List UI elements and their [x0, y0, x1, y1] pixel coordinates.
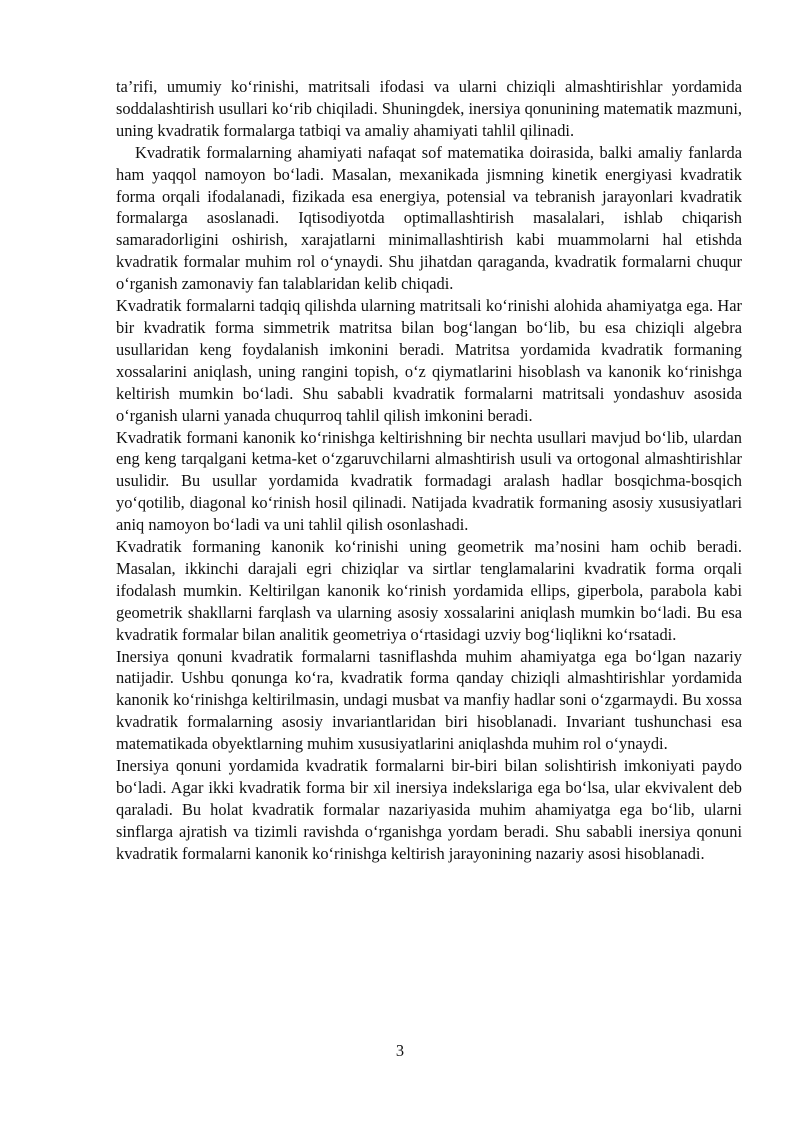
page-number: 3	[395, 1041, 405, 1060]
paragraph-geometric-meaning: Kvadratik formaning kanonik ko‘rinishi uning geometrik ma’nosini ham ochib beradi. Masalan, ikkinchi darajali egri chiziqlar va sirtlar tenglamalarini kvadratik forma orqali ifodalash mumkin. Keltirilgan kanonik ko‘rinish yordamida ellips, giperbola, parabola kabi geometrik shakllarni farqlash va ularning asosiy xossalarini aniqlash mumkin bo‘ladi. Bu esa kvadratik formalar bilan analitik geometriya o‘rtasidagi uzviy bog‘liqlikni ko‘rsatadi.	[116, 537, 742, 644]
paragraph-canonical-methods: Kvadratik formani kanonik ko‘rinishga keltirishning bir nechta usullari mavjud bo‘lib, ulardan eng keng tarqalgani ketma-ket o‘zgaruvchilarni almashtirish usuli va ortogonal almashtirishlar usulidir. Bu usullar yordamida kvadratik formadagi aralash hadlar bosqichma-bosqich yo‘qotilib, diagonal ko‘rinish hosil qilinadi. Natijada kvadratik formaning asosiy xususiyatlari aniq namoyon bo‘ladi va uni tahlil qilish osonlashadi.	[116, 427, 742, 535]
paragraph-matrix-form: Kvadratik formalarni tadqiq qilishda ularning matritsali ko‘rinishi alohida ahamiyatga ega. Har bir kvadratik forma simmetrik matritsa bilan bog‘langan bo‘lib, bu esa chiziqli algebra usullaridan keng foydalanish imkonini beradi. Matritsa yordamida kvadratik formaning xossalarini aniqlash, uning rangini topish, o‘z qiymatlarini hisoblash va kanonik ko‘rinishga keltirish mumkin bo‘ladi. Shu sababli kvadratik formalarni matritsali yondashuv asosida o‘rganish ularni yanada chuqurroq tahlil qilish imkonini beradi.	[116, 296, 742, 425]
page-body	[116, 76, 742, 865]
paragraph-inertia-law: Inersiya qonuni kvadratik formalarni tasniflashda muhim ahamiyatga ega bo‘lgan nazariy natijadir. Ushbu qonunga ko‘ra, kvadratik forma qanday chiziqli almashtirishlar yordamida kanonik ko‘rinishga keltirilmasin, undagi musbat va manfiy hadlar soni o‘zgarmaydi. Bu xossa kvadratik formalarning asosiy invariantlaridan biri hisoblanadi. Invariant tushunchasi esa matematikada obyektlarning muhim xususiyatlarini aniqlashda muhim rol o‘ynaydi.	[116, 646, 742, 754]
paragraph-continuation: ta’rifi, umumiy ko‘rinishi, matritsali ifodasi va ularni chiziqli almashtirishlar yordamida soddalashtirish usullari ko‘rib chiqiladi. Shuningdek, inersiya qonunining matematik mazmuni, uning kvadratik formalarga tatbiqi va amaliy ahamiyati tahlil qilinadi.	[116, 77, 742, 140]
paragraph-inertia-comparison: Inersiya qonuni yordamida kvadratik formalarni bir-biri bilan solishtirish imkoniyati paydo bo‘ladi. Agar ikki kvadratik forma bir xil inersiya indekslariga ega bo‘lsa, ular ekvivalent deb qaraladi. Bu holat kvadratik formalar nazariyasida muhim ahamiyatga ega bo‘lib, ularni sinflarga ajratish va tizimli ravishda o‘rganishga yordam beradi. Shu sababli inersiya qonuni kvadratik formalarni kanonik ko‘rinishga keltirish jarayonining nazariy asosi hisoblanadi.	[116, 756, 742, 863]
paragraph-applied-importance: Kvadratik formalarning ahamiyati nafaqat sof matematika doirasida, balki amaliy fanlarda ham yaqqol namoyon bo‘ladi. Masalan, mexanikada jismning kinetik energiyasi kvadratik forma orqali ifodalanadi, fizikada esa energiya, potensial va tebranish jarayonlari kvadratik formalarga asoslanadi. Iqtisodiyotda optimallashtirish masalalari, ishlab chiqarish samaradorligini oshirish, xarajatlarni minimallashtirish kabi muammolarni hal etishda kvadratik formalar muhim rol o‘ynaydi. Shu jihatdan qaraganda, kvadratik formalarni chuqur o‘rganish zamonaviy fan talablaridan kelib chiqadi.	[116, 142, 742, 294]
